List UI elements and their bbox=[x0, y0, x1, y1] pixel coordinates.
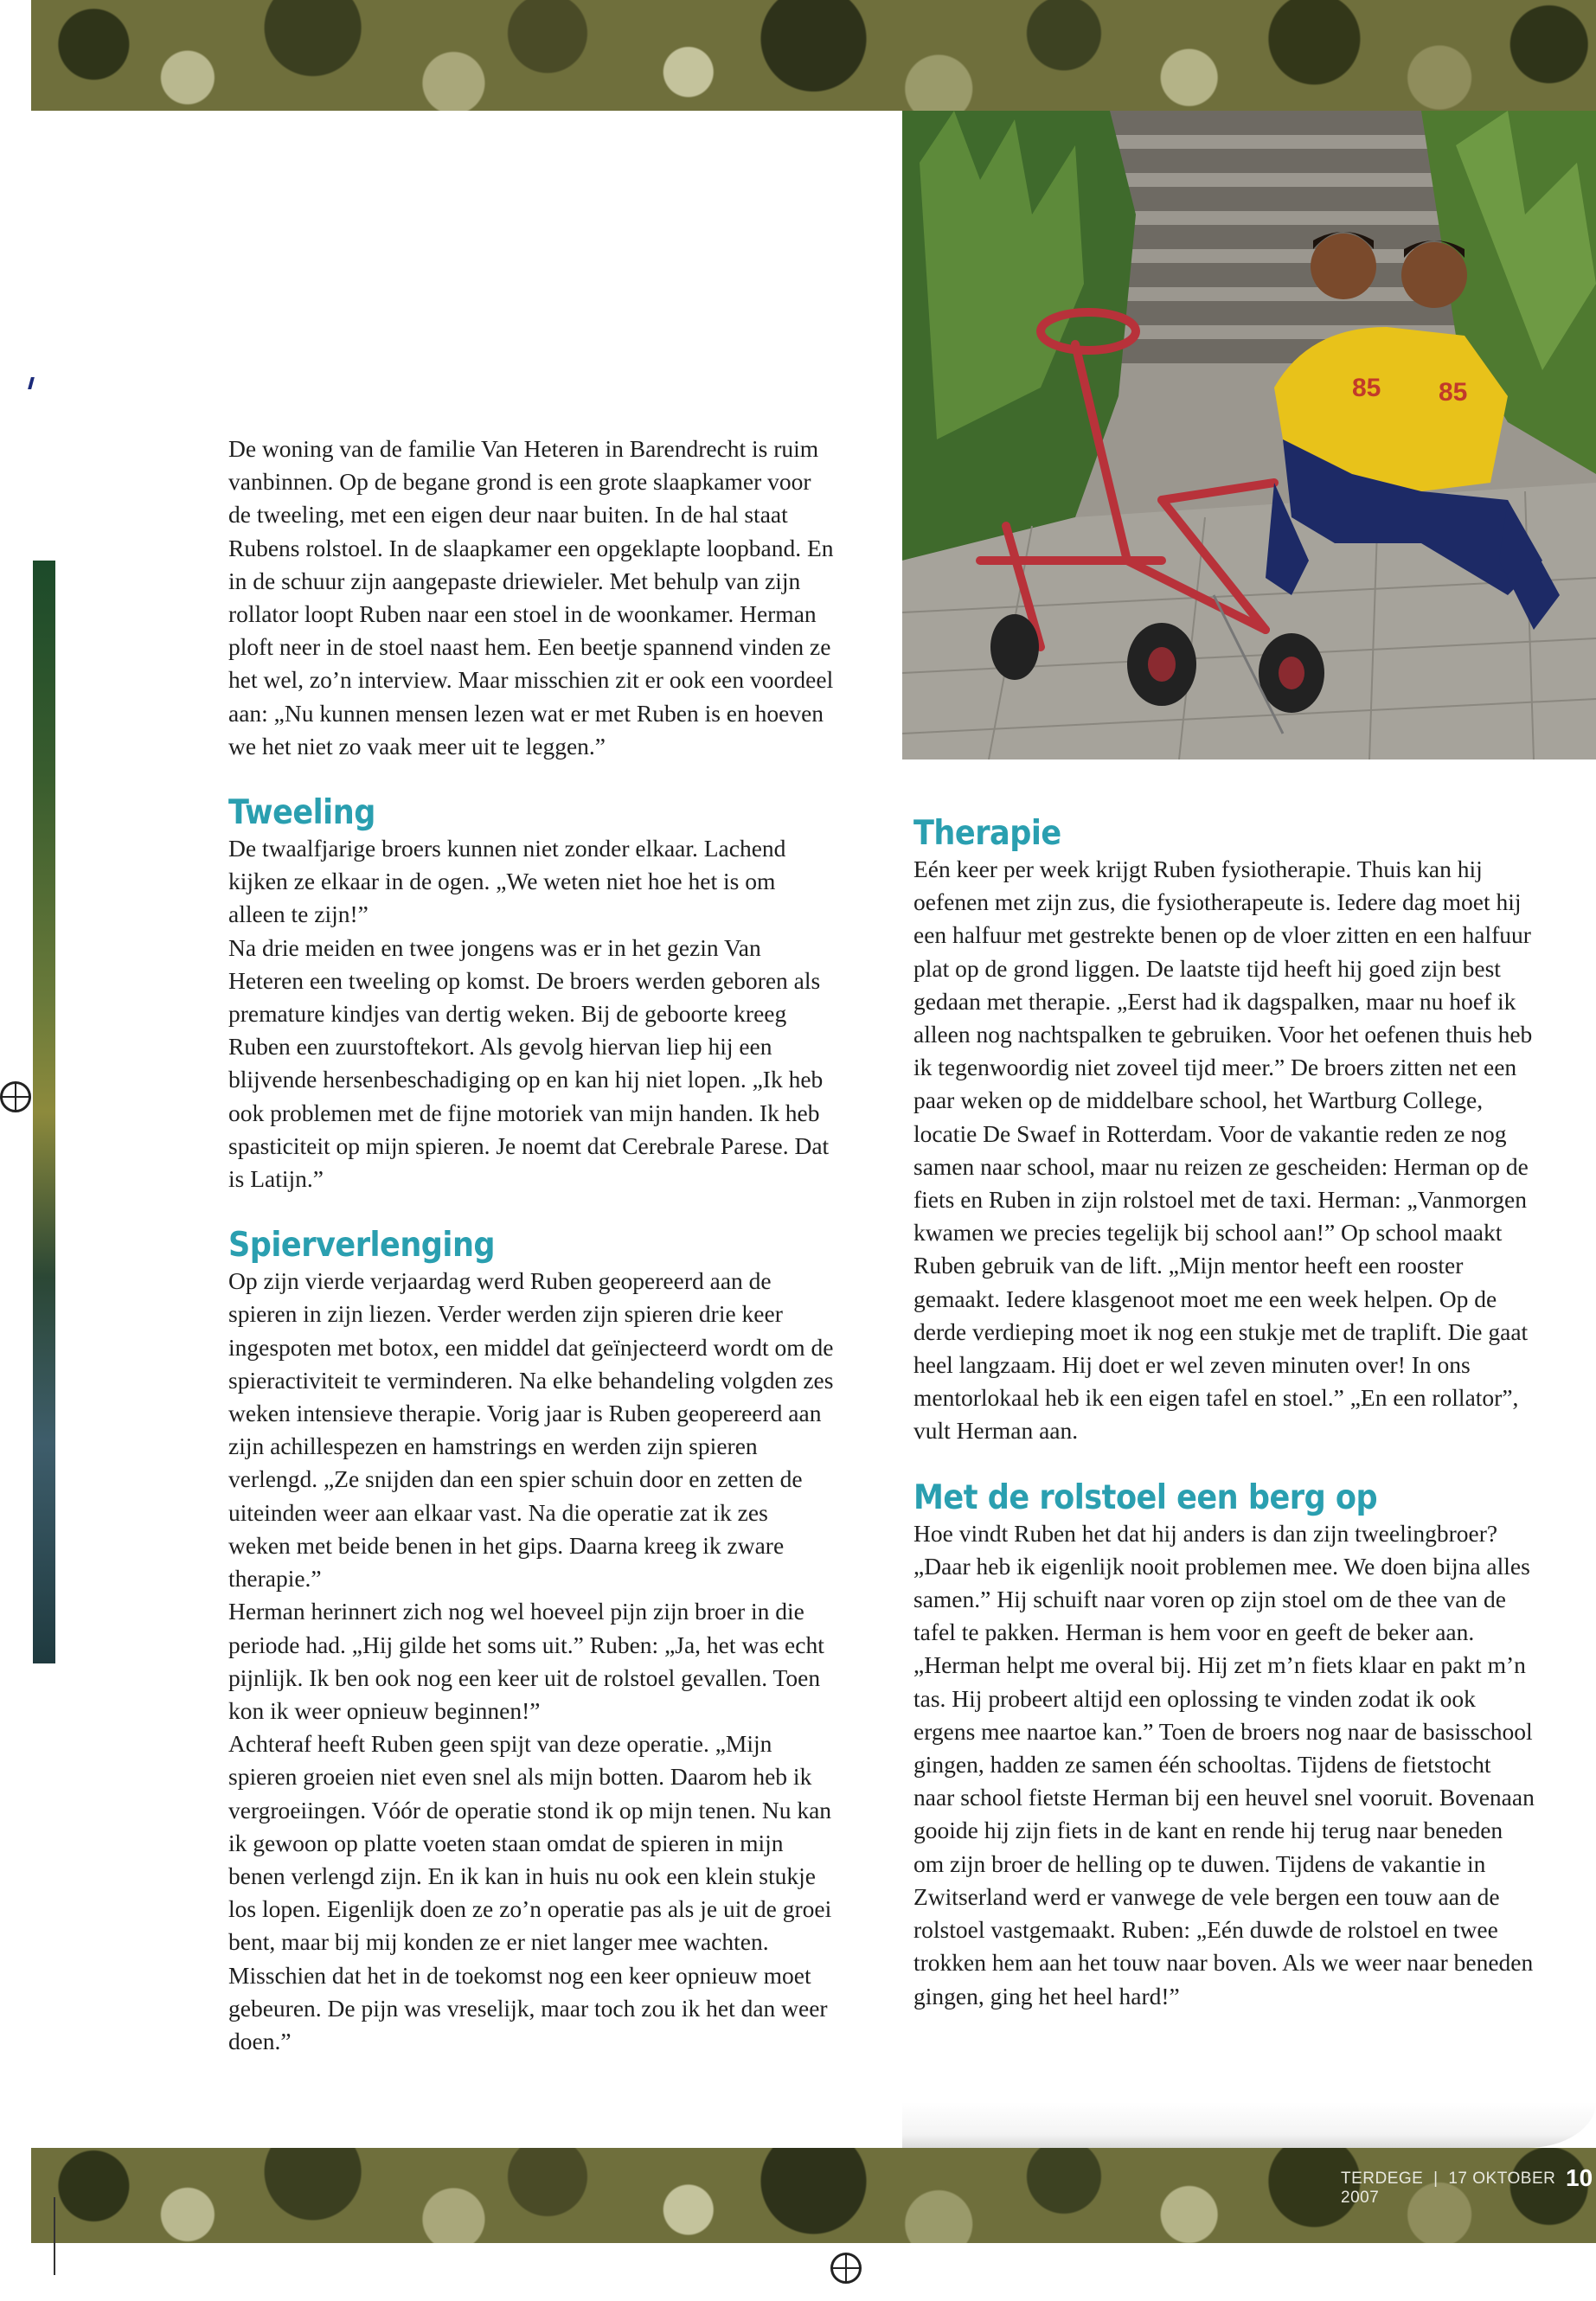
left-column bbox=[228, 433, 834, 2058]
rolstoel-paragraph: Hoe vindt Ruben het dat hij anders is dan zijn tweelingbroer? „Daar heb ik eigenlijk nooit problemen mee. We doen bijna alles samen.” Hij schuift naar voren op zijn stoel om de thee van de tafel te pakken. Herman is hem voor en geeft de beker aan. „Herman helpt me overal bij. Hij zet m’n fiets klaar en pakt m’n tas. Hij probeert altijd een oplossing te vinden zodat ik ook ergens mee naartoe kan.” Toen de broers nog naar de basisschool gingen, hadden ze samen één schooltas. Tijdens de fietstocht naar school fietste Herman bij een heuvel snel vooruit. Bovenaan gooide hij zijn fiets in de kant en rende hij terug naar beneden om zijn broer de helling op te duwen. Tijdens de vakantie in Zwitserland werd er vanwege de vele bergen een touw aan de rolstoel vastgemaakt. Ruben: „Eén duwde de rolstoel en twee trokken hem aan het touw naar boven. Als we weer naar beneden gingen, ging het heel hard!” bbox=[913, 1519, 1535, 2009]
heading-rolstoel: Met de rolstoel een berg op bbox=[913, 1477, 1378, 1517]
top-camouflage-banner bbox=[31, 0, 1596, 111]
registration-mark-left bbox=[0, 1081, 31, 1112]
footer-publication: TERDEGE bbox=[1341, 2170, 1424, 2188]
twins-go-kart-photo bbox=[902, 111, 1596, 760]
heading-tweeling: Tweeling bbox=[228, 793, 375, 833]
page-number: 10 bbox=[1566, 2164, 1593, 2191]
registration-mark-bottom bbox=[830, 2253, 862, 2284]
therapie-paragraph: Eén keer per week krijgt Ruben fysiotherapie. Thuis kan hij oefenen met zijn zus, die fysiotherapeute is. Iedere dag moet hij een halfuur met gestrekte benen op de vloer zitten en een halfuur plat op de grond liggen. De laatste tijd heeft hij goed zijn best gedaan met therapie. „Eerst had ik dagspalken, maar nu hoef ik alleen nog nachtspalken te gebruiken. Voor het oefenen thuis heb ik tegenwoordig niet zoveel tijd meer.” De broers zitten net een paar weken op de middelbare school, het Wartburg College, locatie De Swaef in Rotterdam. Voor de vakantie reden ze nog samen naar school, maar nu reizen ze gescheiden: Herman op de fiets en Ruben in zijn rolstoel met de taxi. Herman: „Vanmorgen kwamen we precies tegelijk bij school aan!” Op school maakt Ruben gebruik van de lift. „Mijn mentor heeft een rooster gemaakt. Iedere klasgenoot moet me een week helpen. Op de derde verdieping moet ik nog een stukje met de traplift. Die gaat heel langzaam. Hij doet er wel zeven minuten over! In ons mentorlokaal heb ik een eigen tafel en stoel.” „En een rollator”, vult Herman aan. bbox=[913, 856, 1533, 1445]
crop-mark-bottom-left bbox=[54, 2197, 55, 2275]
heading-spierverlenging: Spierverlenging bbox=[228, 1226, 496, 1266]
tweeling-paragraph-1: De twaalfjarige broers kunnen niet zonder elkaar. Lachend kijken ze elkaar in de ogen. „We weten niet hoe het is om alleen te zijn!” bbox=[228, 835, 786, 928]
left-photo-strip bbox=[33, 561, 55, 1663]
crop-tick bbox=[28, 377, 35, 389]
intro-paragraph: De woning van de familie Van Heteren in Barendrecht is ruim vanbinnen. Op de begane grond is een grote slaapkamer voor de tweeling, met een eigen deur naar buiten. In de hal staat Rubens rolstoel. In de slaapkamer een opgeklapte loopband. En in de schuur zijn aangepaste driewieler. Met behulp van zijn rollator loopt Ruben naar een stoel in de woonkamer. Herman ploft neer in de stoel naast hem. Een beetje spannend vinden ze het wel, zo’n interview. Maar misschien zit er ook een voordeel aan: „Nu kunnen mensen lezen wat er met Ruben is en hoeven we het niet zo vaak meer uit te leggen.” bbox=[228, 435, 834, 760]
tweeling-paragraph-2: Na drie meiden en twee jongens was er in het gezin Van Heteren een tweeling op komst. De broers werden geboren als premature kindjes van dertig weken. Bij de geboorte kreeg Ruben een zuurstoftekort. Als gevolg hiervan liep hij een blijvende hersenbeschadiging op en kan hij niet lopen. „Ik heb ook problemen met de fijne motoriek van mijn handen. Ik heb spasticiteit op mijn spieren. Je noemt dat Cerebrale Parese. Dat is Latijn.” bbox=[228, 933, 830, 1193]
footer-date: 17 OKTOBER 2007 bbox=[1341, 2170, 1556, 2207]
footer-credit: TERDEGE | 17 OKTOBER 2007 bbox=[1341, 2170, 1556, 2207]
svg-text:85: 85 bbox=[1439, 378, 1468, 407]
heading-therapie: Therapie bbox=[913, 814, 1061, 853]
svg-text:85: 85 bbox=[1352, 374, 1381, 402]
photo-illustration bbox=[902, 111, 1596, 760]
page-curl bbox=[902, 2102, 1596, 2148]
spierverlenging-paragraph-3: Achteraf heeft Ruben geen spijt van deze operatie. „Mijn spieren groeien niet even snel als mijn botten. Daarom heb ik vergroeiingen. Vóór de operatie stond ik op mijn tenen. Nu kan ik gewoon op platte voeten staan omdat de spieren in mijn benen verlengd zijn. En ik kan in huis nu ook een klein stukje los lopen. Eigenlijk doen ze zo’n operatie pas als je uit de groei bent, maar bij mij konden ze er niet langer mee wachten. Misschien dat het in de toekomst nog een keer opnieuw moet gebeuren. De pijn was vreselijk, maar toch zou ik het dan weer doen.” bbox=[228, 1730, 832, 2054]
right-column bbox=[913, 815, 1536, 2013]
spierverlenging-paragraph-2: Herman herinnert zich nog wel hoeveel pijn zijn broer in die periode had. „Hij gilde het soms uit.” Ruben: „Ja, het was echt pijnlijk. Ik ben ook nog een keer uit de rolstoel gevallen. Toen kon ik weer opnieuw beginnen!” bbox=[228, 1598, 824, 1724]
spierverlenging-paragraph-1: Op zijn vierde verjaardag werd Ruben geopereerd aan de spieren in zijn liezen. Verder werden zijn spieren drie keer ingespoten met botox, een middel dat geïnjecteerd wordt om de spieractiviteit te verminderen. Na elke behandeling volgden zes weken intensieve therapie. Vorig jaar is Ruben geopereerd aan zijn achillespezen en hamstrings en werden zijn spieren verlengd. „Ze snijden dan een spier schuin door en zetten de uiteinden weer aan elkaar vast. Na die operatie zat ik zes weken met beide benen in het gips. Daarna kreeg ik zware therapie.” bbox=[228, 1267, 834, 1593]
